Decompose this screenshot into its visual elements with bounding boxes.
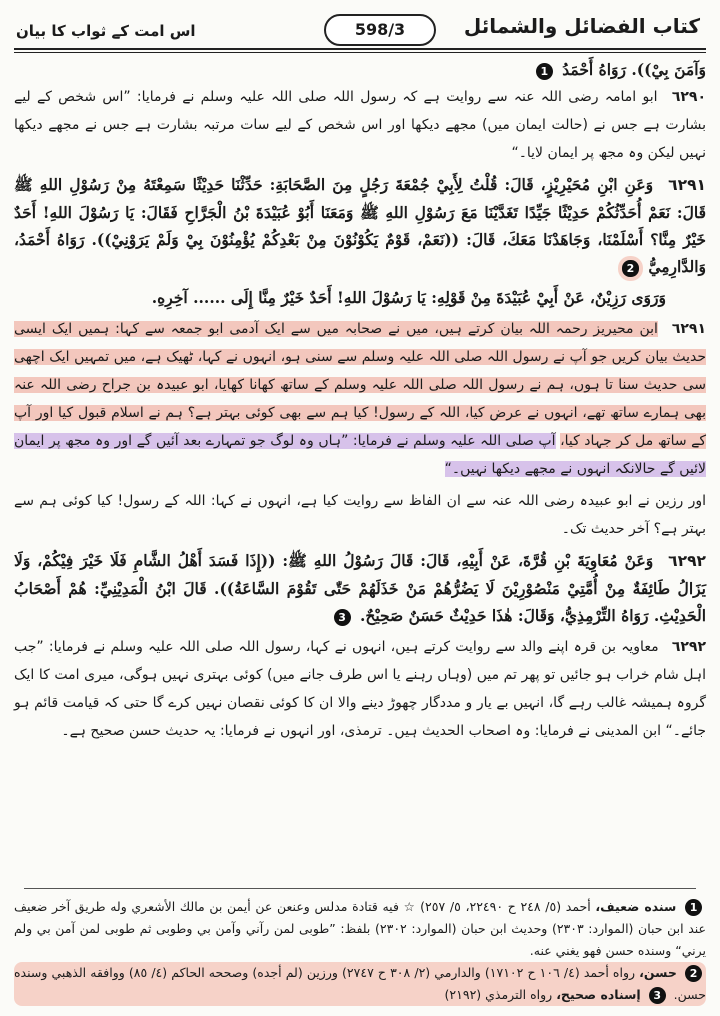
hadith-6292-arabic bbox=[14, 547, 706, 629]
rizin-narration-translation bbox=[14, 487, 706, 543]
header-rule bbox=[14, 48, 706, 50]
arabic-text: وَرَوَى رَزِيْنٌ، عَنْ أَبِيْ عُبَيْدَةَ مِنْ قَوْلِهِ: يَا رَسُوْلَ اللهِ! أَحَدٌ خَيْرٌ مِنَّا إِلَى ...... آخِرِهِ. bbox=[151, 288, 666, 307]
urdu-text: معاویہ بن قرہ اپنے والد سے روایت کرتے ہیں، انہوں نے کہا، رسول اللہ صلی اللہ علیہ وسلم نے فرمایا: ”جب اہل شام خراب ہو جائیں تو پھر تم میں (وہاں رہنے یا اس طرف جانے میں) کوئی بہتری نہیں ہوگی، میری امت کا ایک گروہ ہمیشہ غالب رہے گا، انہیں بے یار و مددگار چھوڑ دینے والا ان کا کوئی نقصان نہیں کرے گا حتی کہ قیامت قائم ہو جائے۔“ ابن المدینی نے فرمایا: وہ اصحاب الحدیث ہیں۔ ترمذی، اور انہوں نے فرمایا: یہ حدیث حسن صحیح ہے۔ bbox=[14, 639, 706, 739]
book-title: كتاب الفضائل والشمائل bbox=[463, 14, 700, 38]
footnote-text: رواه أحمد (٤/ ١٠٦ ح ١٧١٠٢) والدارمي (٢/ ٣٠٨ ح ٢٧٤٧) ورزين (لم أجده) وصححه الحاكم (٤/ ٨٥) ووافقه الذهبي وسنده حسن. bbox=[14, 965, 706, 1002]
footnote-text: رواه الترمذي (٢١٩٢) bbox=[444, 987, 553, 1002]
footnote-text: أحمد (٥/ ٢٤٨ ح ٢٢٤٩٠، ٥/ ٢٥٧) ☆ فيه قتادة مدلس وعنعن عن أيمن بن مالك الأشعري وله طريق آخر ضعيف عند ابن حبان (الموارد: ٢٣٠٣) وحديث ابن حبان (الموارد: ٢٣٠٢) بلفظ: ”طوبى لمن رآني وآمن بي وطوبى ثم طوبى لمن آمن بي ولم يرني“ وسنده حسن فهو يغني عنه. bbox=[14, 899, 706, 958]
arabic-text: وَعَنْ مُعَاوِيَةَ بْنِ قُرَّةَ، عَنْ أَبِيْهِ، قَالَ: قَالَ رَسُوْلُ اللهِ ﷺ: ((إِذَا فَسَدَ أَهْلُ الشَّامِ فَلَا خَيْرَ فِيْكُمْ، وَلَا يَزَالُ طَائِفَةٌ مِنْ أُمَّتِيْ مَنْصُوْرِيْنَ لَا يَضُرُّهُمْ مَنْ خَذَلَهُمْ حَتّٰى تَقُوْمَ السَّاعَةُ)). قَالَ ابْنُ الْمَدِيْنِيِّ: هُمْ أَصْحَابُ الْحَدِيْثِ. رَوَاهُ التِّرْمِذِيُّ، وَقَالَ: هٰذَا حَدِيْثٌ حَسَنٌ صَحِيْحٌ. bbox=[14, 551, 706, 625]
footnote-marker: 2 bbox=[685, 965, 702, 982]
rizin-narration-arabic bbox=[14, 284, 706, 311]
footnote-marker: 1 bbox=[536, 63, 553, 80]
hadith-number: ٦٢٩٠ bbox=[671, 89, 707, 105]
page-header bbox=[14, 10, 706, 56]
footnote-marker: 3 bbox=[649, 987, 666, 1004]
hadith-6291-translation bbox=[14, 315, 706, 483]
section-title: اس امت کے ثواب کا بیان bbox=[16, 22, 196, 40]
arabic-continuation bbox=[14, 56, 706, 83]
book-page bbox=[14, 10, 706, 1006]
highlighted-text-pink: ابن محیریز رحمہ اللہ بیان کرتے ہیں، میں نے صحابہ میں سے ایک آدمی ابو جمعہ سے کہا: ہمیں ایک ایسی حدیث بیان کریں جو آپ نے رسول اللہ صلی اللہ علیہ وسلم سے سنی ہو، انہوں نے کہا، ٹھیک ہے، میں تمہیں ایک اچھی سی حدیث سنا تا ہوں، ہم نے رسول اللہ صلی اللہ علیہ وسلم کے ساتھ کھانا کھایا، ابو عبیدہ بن جراح رضی اللہ عنہ بھی ہمارے ساتھ تھے، انہوں نے عرض کیا، اللہ کے رسول! کیا ہم سے بھی کوئی بہتر ہے؟ ہم نے اسلام قبول کیا اور آپ کے ساتھ مل کر جہاد کیا، bbox=[14, 321, 706, 449]
hadith-number: ٦٢٩١ bbox=[671, 321, 706, 337]
highlighted-text-purple: آپ صلی اللہ علیہ وسلم نے فرمایا: ”ہاں وہ لوگ جو تمہارے بعد آئیں گے اور وہ مجھ پر ایمان لائیں گے حالانکہ انہوں نے مجھے دیکھا نہیں۔“ bbox=[14, 433, 706, 477]
footnote-marker: 2 bbox=[622, 260, 639, 277]
hadith-6291-arabic bbox=[14, 171, 706, 280]
hadith-6290-translation bbox=[14, 83, 706, 167]
footnote-1 bbox=[14, 896, 706, 962]
footnote-marker: 1 bbox=[685, 899, 702, 916]
hadith-number: ٦٢٩١ bbox=[668, 176, 706, 194]
hadith-number: ٦٢٩٢ bbox=[671, 639, 707, 655]
urdu-text: اور رزین نے ابو عبیدہ رضی اللہ عنہ سے ان الفاظ سے روایت کیا ہے، انہوں نے کہا: اللہ کے رسول! کیا کوئی ہم سے بہتر ہے؟ آخر حدیث تک۔ bbox=[14, 493, 706, 537]
urdu-text: ابو امامہ رضی اللہ عنہ سے روایت ہے کہ رسول اللہ صلی اللہ علیہ وسلم نے فرمایا: ”اس شخص کے لیے بشارت ہے جس نے (حالت ایمان میں) مجھے دیکھا اور اس شخص کے لیے سات مرتبہ بشارت ہے جس نے مجھے دیکھا نہیں لیکن وہ مجھ پر ایمان لایا۔“ bbox=[14, 89, 706, 161]
arabic-text: وَآمَنَ بِيْ)). رَوَاهُ أَحْمَدُ bbox=[562, 60, 706, 79]
arabic-text: وَعَنِ ابْنِ مُحَيْرِيْزٍ، قَالَ: قُلْتُ لِأَبِيْ جُمْعَةَ رَجُلٍ مِنَ الصَّحَابَةِ: حَدِّثْنَا حَدِيْثًا سَمِعْتَهُ مِنْ رَسُوْلِ اللهِ ﷺ قَالَ: نَعَمْ أُحَدِّثُكُمْ حَدِيْثًا جَيِّدًا تَغَدَّيْنَا مَعَ رَسُوْلِ اللهِ ﷺ وَمَعَنَا أَبُوْ عُبَيْدَةَ بْنُ الْجَرَّاحِ فَقَالَ: يَا رَسُوْلَ اللهِ! أَحَدٌ خَيْرٌ مِنَّا؟ أَسْلَمْنَا، وَجَاهَدْنَا مَعَكَ، قَالَ: ((نَعَمْ، قَوْمٌ يَكُوْنُوْنَ مِنْ بَعْدِكُمْ يُؤْمِنُوْنَ بِيْ وَلَمْ يَرَوْنِيْ)). رَوَاهُ أَحْمَدُ، وَالدَّارِمِيُّ bbox=[14, 175, 706, 276]
footnote-2 bbox=[14, 962, 706, 1006]
footnotes bbox=[14, 896, 706, 1006]
hadith-number: ٦٢٩٢ bbox=[668, 552, 706, 570]
header-rule-thin bbox=[14, 52, 706, 53]
hadith-6292-translation bbox=[14, 633, 706, 745]
footnote-grade: إسناده صحيح، bbox=[556, 987, 641, 1002]
page-number: 598/3 bbox=[324, 14, 436, 46]
footnote-grade: حسن، bbox=[639, 965, 677, 980]
page-body bbox=[14, 56, 706, 745]
footnote-grade: سنده ضعيف، bbox=[595, 899, 677, 914]
footnote-separator bbox=[24, 888, 696, 889]
footnote-marker: 3 bbox=[334, 609, 351, 626]
